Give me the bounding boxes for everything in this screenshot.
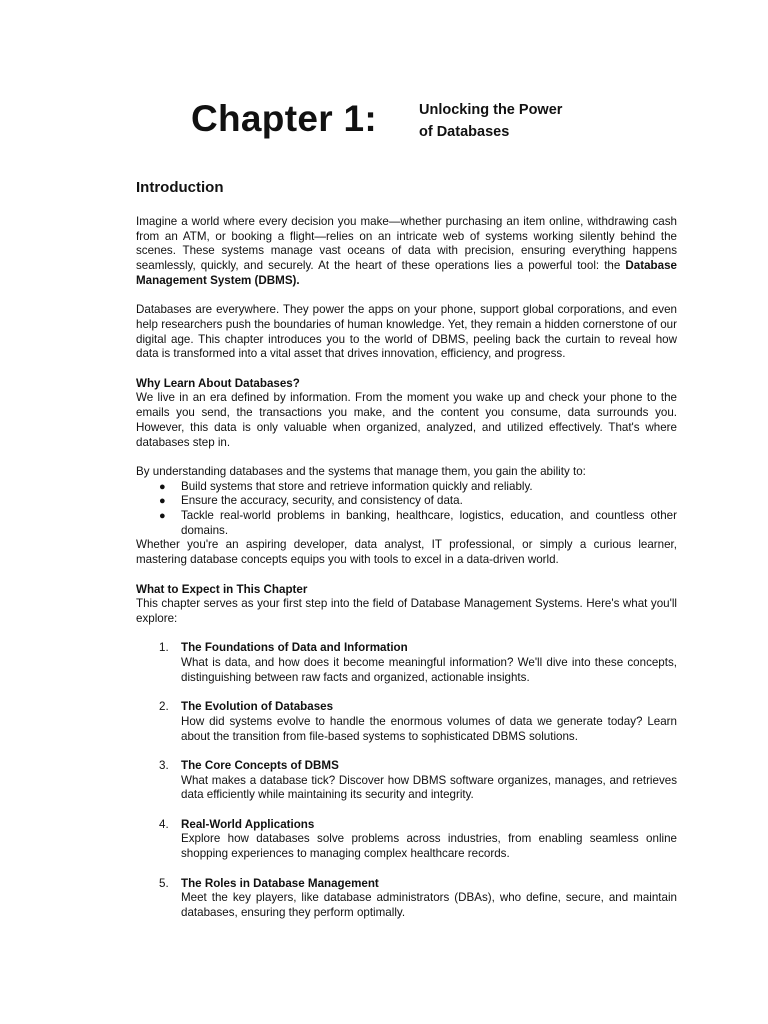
list-item-text: Tackle real-world problems in banking, healthcare, logistics, education, and countless other domains. xyxy=(181,509,677,537)
list-item-title: The Evolution of Databases xyxy=(181,700,334,714)
list-number: 1. xyxy=(159,641,169,655)
chapter-content xyxy=(136,178,677,935)
list-item-description: Meet the key players, like database administrators (DBAs), who define, secure, and maintain databases, ensuring they perform optimally. xyxy=(181,891,677,919)
list-item-text: Ensure the accuracy, security, and consistency of data. xyxy=(181,494,463,508)
list-item-description: What makes a database tick? Discover how DBMS software organizes, manages, and retrieves data efficiently while maintaining its security and integrity. xyxy=(181,773,677,802)
section-heading-why: Why Learn About Databases? xyxy=(136,376,300,390)
list-item xyxy=(136,759,677,803)
intro-paragraph-2: Databases are everywhere. They power the apps on your phone, support global corporations, and even help researchers push the boundaries of human knowledge. Yet, they remain a hidden cornerstone of our digital age. This chapter introduces you to the world of DBMS, peeling back the curtain to reveal how data is transformed into a vital asset that drives innovation, efficiency, and progress. xyxy=(136,303,677,361)
list-number: 3. xyxy=(159,758,169,772)
expect-numbered-list xyxy=(136,641,677,920)
bullet-icon: ● xyxy=(159,510,166,523)
list-item-description: Explore how databases solve problems across industries, from enabling seamless online shopping experiences to managing complex healthcare records. xyxy=(181,832,677,861)
list-number: 4. xyxy=(159,817,169,831)
chapter-subtitle-line2: of Databases xyxy=(419,124,510,140)
section-heading-expect: What to Expect in This Chapter xyxy=(136,582,308,596)
why-bullet-list xyxy=(136,480,677,539)
list-item xyxy=(136,494,677,509)
chapter-title: Chapter 1: xyxy=(191,98,377,139)
list-item-title: The Core Concepts of DBMS xyxy=(181,758,339,772)
list-item-title: Real-World Applications xyxy=(181,817,315,831)
list-item xyxy=(136,877,677,921)
list-item xyxy=(136,641,677,685)
list-item-title: The Foundations of Data and Information xyxy=(181,641,408,655)
why-closing-paragraph: Whether you're an aspiring developer, data analyst, IT professional, or simply a curious learner, mastering database concepts equips you with tools to excel in a data-driven world. xyxy=(136,538,677,567)
list-number: 2. xyxy=(159,700,169,714)
list-item xyxy=(136,509,677,538)
intro-paragraph-1-bold: Database Management System (DBMS). xyxy=(136,259,677,287)
chapter-subtitle xyxy=(419,99,619,143)
list-item-text: Build systems that store and retrieve information quickly and reliably. xyxy=(181,479,533,493)
list-item xyxy=(136,480,677,495)
section-heading-introduction: Introduction xyxy=(136,179,224,196)
bullet-icon: ● xyxy=(159,495,166,508)
bullet-icon: ● xyxy=(159,480,166,493)
expect-paragraph-1: This chapter serves as your first step into the field of Database Management Systems. Here's what you'll explore: xyxy=(136,597,677,625)
list-item-title: The Roles in Database Management xyxy=(181,876,379,890)
intro-paragraph-1-text: Imagine a world where every decision you make—whether purchasing an item online, withdrawing cash from an ATM, or booking a flight—relies on an intricate web of systems working silently behind the scenes. These systems manage vast oceans of data with precision, ensuring everything happens seamlessly, quickly, and securely. At the heart of these operations lies a powerful tool: the xyxy=(136,215,677,273)
list-item-description: How did systems evolve to handle the enormous volumes of data we generate today? Learn about the transition from file-based systems to sophisticated DBMS solutions. xyxy=(181,714,677,743)
chapter-subtitle-line1: Unlocking the Power xyxy=(419,102,563,118)
list-item xyxy=(136,700,677,744)
intro-paragraph-1 xyxy=(136,215,677,289)
list-item xyxy=(136,818,677,862)
why-list-lead: By understanding databases and the systems that manage them, you gain the ability to: xyxy=(136,464,586,478)
list-item-description: What is data, and how does it become meaningful information? We'll dive into these concepts, distinguishing between raw facts and organized, actionable insights. xyxy=(181,656,677,684)
list-number: 5. xyxy=(159,876,169,890)
why-paragraph-1: We live in an era defined by information. From the moment you wake up and check your phone to the emails you send, the transactions you make, and the content you consume, data surrounds you. However, this data is only valuable when organized, analyzed, and utilized effectively. That's where databases step in. xyxy=(136,391,677,449)
